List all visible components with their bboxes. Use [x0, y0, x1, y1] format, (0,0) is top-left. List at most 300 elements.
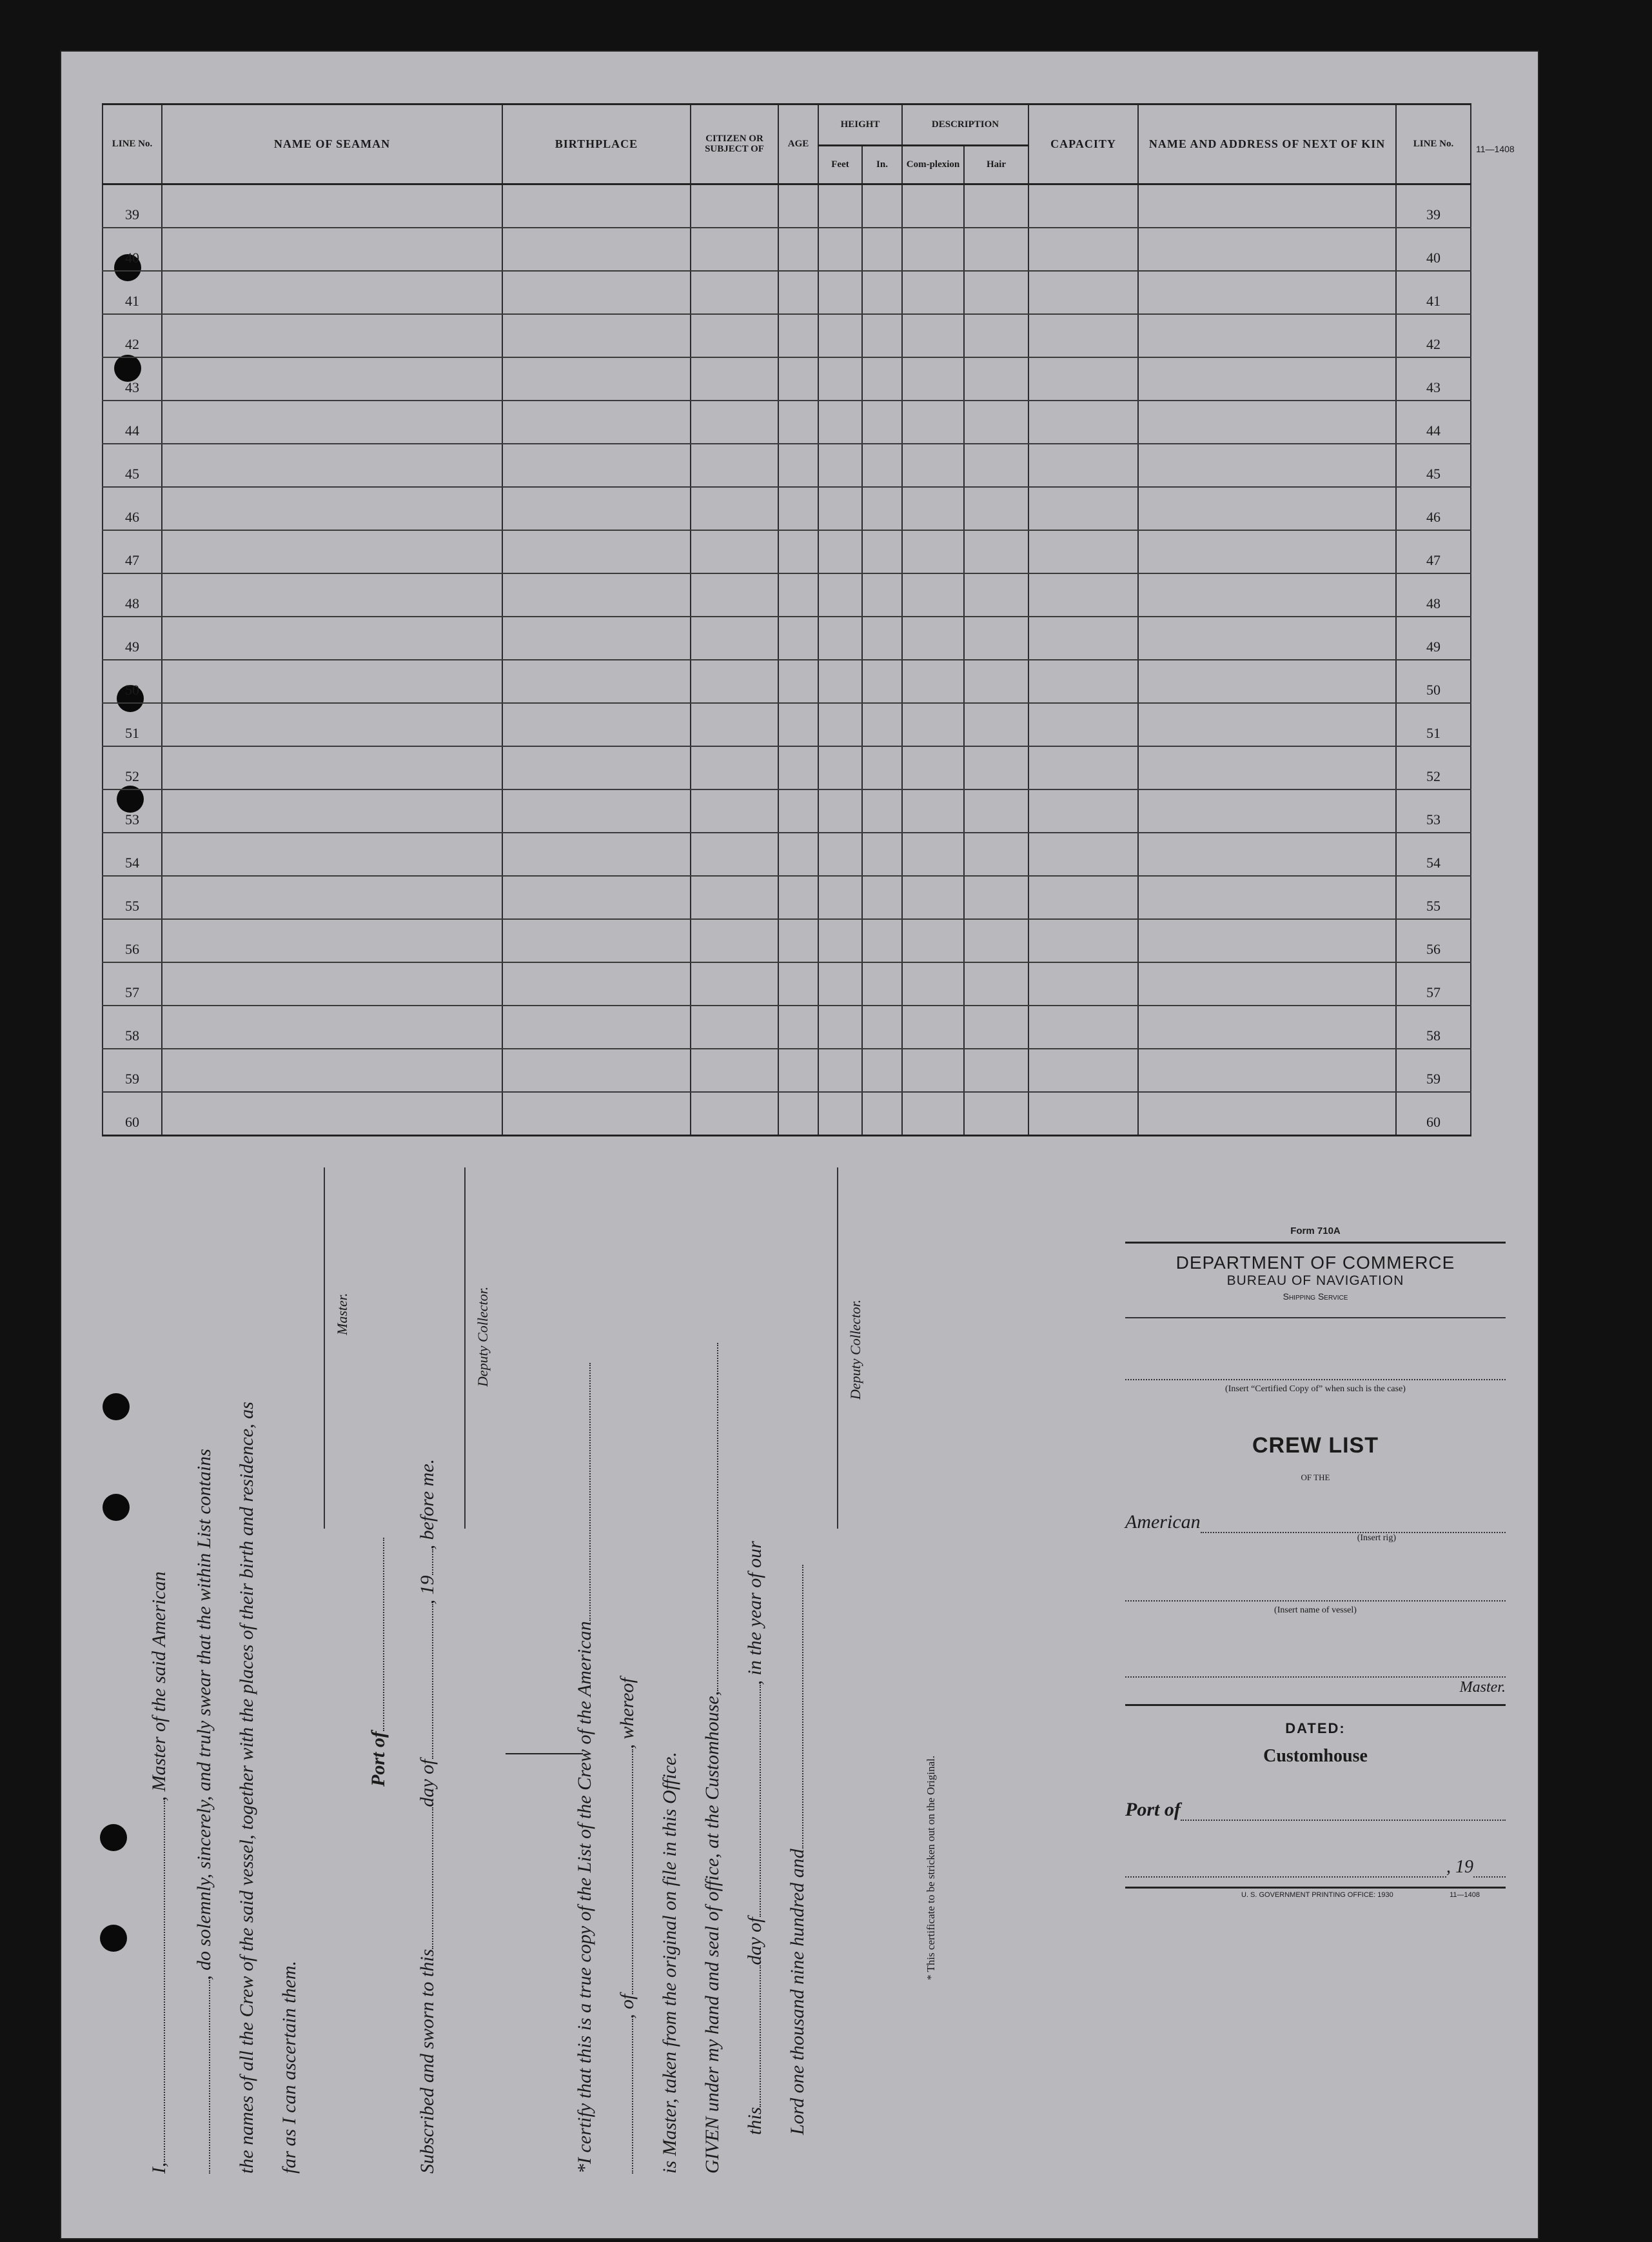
table-cell [818, 789, 862, 833]
line-number: 42 [103, 314, 162, 357]
line-number: 47 [103, 530, 162, 573]
table-cell [1028, 962, 1138, 1006]
table-cell [162, 487, 502, 530]
table-cell [691, 789, 778, 833]
table-cell [862, 746, 902, 789]
header-height: HEIGHT [818, 104, 902, 146]
table-cell [691, 833, 778, 876]
cover-service: Shipping Service [1283, 1291, 1348, 1302]
table-cell [502, 357, 691, 401]
table-cell [1138, 1092, 1396, 1136]
table-cell [818, 401, 862, 444]
table-row [103, 876, 1471, 919]
table-cell [1138, 746, 1396, 789]
table-row [103, 228, 1471, 271]
table-cell [1028, 746, 1138, 789]
table-cell [1138, 487, 1396, 530]
header-description: DESCRIPTION [902, 104, 1028, 146]
table-cell [964, 228, 1028, 271]
table-cell [778, 314, 818, 357]
table-cell [778, 271, 818, 314]
table-cell [162, 919, 502, 962]
table-cell [691, 573, 778, 617]
table-cell [1028, 1092, 1138, 1136]
table-cell [902, 228, 964, 271]
table-cell [1138, 271, 1396, 314]
table-cell [1028, 703, 1138, 746]
table-cell [1138, 530, 1396, 573]
line-number: 45 [103, 444, 162, 487]
table-cell [778, 228, 818, 271]
cover-customhouse: Customhouse [1263, 1746, 1368, 1766]
line-number-right: 47 [1396, 530, 1471, 573]
cover-footer [1125, 1891, 1506, 1899]
oath-port-of-label: Port of [368, 1731, 389, 1787]
table-row [103, 703, 1471, 746]
line-number: 43 [103, 357, 162, 401]
table-cell [862, 617, 902, 660]
header-line-no-right: LINE No. [1396, 104, 1471, 184]
table-cell [902, 184, 964, 228]
line-number-right: 48 [1396, 573, 1471, 617]
table-cell [964, 1006, 1028, 1049]
table-cell [1028, 660, 1138, 703]
table-cell [1028, 314, 1138, 357]
table-row [103, 746, 1471, 789]
table-cell [964, 703, 1028, 746]
table-cell [818, 184, 862, 228]
table-cell [964, 617, 1028, 660]
table-cell [964, 184, 1028, 228]
line-number: 58 [103, 1006, 162, 1049]
table-cell [778, 1092, 818, 1136]
cover-rule-3 [1125, 1704, 1506, 1706]
table-row [103, 1092, 1471, 1136]
table-cell [778, 1049, 818, 1092]
table-cell [1138, 660, 1396, 703]
line-number: 40 [103, 228, 162, 271]
oath-certificate-block [110, 1167, 1012, 2174]
line-number: 57 [103, 962, 162, 1006]
table-cell [818, 1092, 862, 1136]
table-cell [1138, 919, 1396, 962]
cover-port-of: Port of [1125, 1799, 1181, 1820]
certificate-lord: Lord one thousand nine hundred and [787, 1849, 808, 2135]
table-cell [778, 660, 818, 703]
table-cell [691, 271, 778, 314]
table-cell [818, 1049, 862, 1092]
table-cell [502, 833, 691, 876]
table-cell [964, 746, 1028, 789]
header-hair: Hair [964, 146, 1028, 184]
cover-certified-line [1125, 1379, 1506, 1380]
table-cell [862, 271, 902, 314]
table-cell [162, 357, 502, 401]
line-number-right: 56 [1396, 919, 1471, 962]
table-cell [691, 1049, 778, 1092]
line-number: 54 [103, 833, 162, 876]
table-cell [862, 1092, 902, 1136]
table-cell [502, 487, 691, 530]
table-cell [1028, 789, 1138, 833]
table-cell [964, 357, 1028, 401]
line-number-right: 45 [1396, 444, 1471, 487]
table-cell [818, 919, 862, 962]
table-row [103, 833, 1471, 876]
table-cell [778, 401, 818, 444]
table-row [103, 617, 1471, 660]
line-number-right: 57 [1396, 962, 1471, 1006]
table-cell [502, 314, 691, 357]
table-cell [1138, 1006, 1396, 1049]
table-cell [162, 617, 502, 660]
table-cell [964, 530, 1028, 573]
header-age: AGE [778, 104, 818, 184]
table-cell [902, 487, 964, 530]
table-row [103, 444, 1471, 487]
table-cell [818, 228, 862, 271]
table-cell [862, 530, 902, 573]
table-cell [964, 660, 1028, 703]
table-cell [502, 1092, 691, 1136]
certificate-in-the-year: , in the year of our [744, 1541, 765, 1685]
crew-table [102, 103, 1471, 1136]
table-cell [862, 228, 902, 271]
table-cell [691, 962, 778, 1006]
table-cell [818, 617, 862, 660]
table-cell [902, 660, 964, 703]
line-number-right: 46 [1396, 487, 1471, 530]
table-cell [1028, 487, 1138, 530]
table-row [103, 530, 1471, 573]
table-cell [902, 789, 964, 833]
line-number-right: 42 [1396, 314, 1471, 357]
table-cell [1138, 573, 1396, 617]
table-cell [964, 876, 1028, 919]
form-code-top: 11—1408 [1476, 144, 1515, 154]
table-cell [862, 444, 902, 487]
table-cell [964, 573, 1028, 617]
header-name-of-seaman: NAME OF SEAMAN [162, 104, 502, 184]
cover-rule-2 [1125, 1317, 1506, 1318]
table-cell [818, 357, 862, 401]
certificate-given-text: GIVEN under my hand and seal of office, at the Customhouse, [702, 1691, 723, 2174]
certificate-this: this [744, 2107, 765, 2135]
table-cell [964, 487, 1028, 530]
cover-department: DEPARTMENT OF COMMERCE [1175, 1253, 1455, 1273]
header-line-no: LINE No. [103, 104, 162, 184]
table-cell [902, 617, 964, 660]
table-cell [1138, 1049, 1396, 1092]
table-cell [1138, 184, 1396, 228]
table-cell [902, 833, 964, 876]
line-number-right: 55 [1396, 876, 1471, 919]
table-cell [502, 746, 691, 789]
table-cell [162, 444, 502, 487]
table-cell [964, 444, 1028, 487]
cover-insert-vessel: (Insert name of vessel) [1274, 1605, 1357, 1615]
oath-port-of [368, 1538, 389, 1787]
table-cell [902, 962, 964, 1006]
line-number-right: 44 [1396, 401, 1471, 444]
table-cell [691, 1006, 778, 1049]
table-cell [862, 703, 902, 746]
header-complexion: Com-plexion [902, 146, 964, 184]
table-cell [902, 401, 964, 444]
table-cell [818, 487, 862, 530]
table-cell [162, 530, 502, 573]
oath-line-1 [148, 1571, 170, 2174]
table-cell [778, 746, 818, 789]
table-cell [502, 530, 691, 573]
table-cell [162, 703, 502, 746]
deputy-signature-line-1 [463, 1167, 466, 1529]
line-number-right: 43 [1396, 357, 1471, 401]
table-cell [902, 746, 964, 789]
table-cell [1138, 357, 1396, 401]
table-cell [1028, 444, 1138, 487]
header-feet: Feet [818, 146, 862, 184]
header-next-of-kin: NAME AND ADDRESS OF NEXT OF KIN [1138, 104, 1396, 184]
table-cell [778, 184, 818, 228]
line-number-right: 39 [1396, 184, 1471, 228]
cover-american-line [1125, 1511, 1506, 1533]
table-cell [691, 1092, 778, 1136]
deputy-collector-label-1: Deputy Collector. [475, 1286, 491, 1387]
header-birthplace: BIRTHPLACE [502, 104, 691, 184]
table-cell [778, 876, 818, 919]
table-cell [1028, 357, 1138, 401]
cover-master: Master. [1459, 1679, 1506, 1696]
table-cell [902, 1049, 964, 1092]
table-cell [1028, 401, 1138, 444]
line-number: 44 [103, 401, 162, 444]
line-number: 48 [103, 573, 162, 617]
line-number: 46 [103, 487, 162, 530]
cover-printer: U. S. GOVERNMENT PRINTING OFFICE: 1930 [1241, 1891, 1393, 1899]
table-cell [691, 703, 778, 746]
table-cell [1028, 1049, 1138, 1092]
table-row [103, 573, 1471, 617]
table-cell [862, 789, 902, 833]
table-cell [902, 919, 964, 962]
cover-rule-bottom [1125, 1887, 1506, 1889]
table-cell [691, 919, 778, 962]
table-cell [162, 314, 502, 357]
table-cell [162, 660, 502, 703]
line-number: 52 [103, 746, 162, 789]
table-cell [902, 1092, 964, 1136]
table-row [103, 487, 1471, 530]
table-cell [502, 962, 691, 1006]
table-cell [1138, 314, 1396, 357]
deputy-collector-label-2: Deputy Collector. [847, 1299, 863, 1400]
table-cell [691, 746, 778, 789]
table-cell [862, 1006, 902, 1049]
cover-panel [1125, 1225, 1506, 1899]
table-cell [818, 314, 862, 357]
table-cell [818, 530, 862, 573]
table-row [103, 789, 1471, 833]
table-cell [162, 271, 502, 314]
table-cell [818, 703, 862, 746]
certificate-lord-line [787, 1565, 809, 2174]
oath-line-2 [193, 1449, 215, 2174]
table-cell [1138, 962, 1396, 1006]
table-cell [862, 487, 902, 530]
table-cell [162, 228, 502, 271]
table-row [103, 357, 1471, 401]
table-cell [964, 1049, 1028, 1092]
table-row [103, 271, 1471, 314]
table-cell [818, 444, 862, 487]
table-row [103, 401, 1471, 444]
table-cell [862, 573, 902, 617]
cover-vessel-line [1125, 1600, 1506, 1602]
line-number: 39 [103, 184, 162, 228]
certificate-day-of: day of [744, 1917, 765, 1965]
table-cell [502, 401, 691, 444]
table-cell [1028, 530, 1138, 573]
table-cell [691, 184, 778, 228]
line-number-right: 50 [1396, 660, 1471, 703]
table-cell [1028, 617, 1138, 660]
table-cell [691, 401, 778, 444]
table-cell [162, 962, 502, 1006]
table-cell [162, 746, 502, 789]
table-cell [778, 833, 818, 876]
table-cell [778, 962, 818, 1006]
table-cell [162, 1092, 502, 1136]
crew-table-body [103, 184, 1471, 1136]
table-cell [902, 444, 964, 487]
subscribed-year: , 19 [417, 1575, 438, 1605]
table-cell [778, 617, 818, 660]
subscribed-line [417, 1459, 438, 2174]
line-number: 60 [103, 1092, 162, 1136]
table-cell [778, 357, 818, 401]
table-cell [502, 444, 691, 487]
line-number-right: 54 [1396, 833, 1471, 876]
table-cell [818, 746, 862, 789]
line-number: 56 [103, 919, 162, 962]
cover-port-line [1125, 1799, 1506, 1821]
table-cell [1028, 228, 1138, 271]
cover-form-number: Form 710A [1290, 1225, 1341, 1236]
table-cell [162, 401, 502, 444]
table-cell [818, 660, 862, 703]
cover-american: American [1125, 1511, 1201, 1533]
table-cell [502, 1006, 691, 1049]
table-cell [778, 919, 818, 962]
deputy-signature-line-2 [836, 1167, 838, 1529]
table-cell [691, 660, 778, 703]
table-cell [162, 1049, 502, 1092]
table-cell [1028, 919, 1138, 962]
table-cell [162, 184, 502, 228]
table-row [103, 1049, 1471, 1092]
table-cell [502, 271, 691, 314]
table-cell [162, 876, 502, 919]
line-number-right: 41 [1396, 271, 1471, 314]
table-cell [1138, 703, 1396, 746]
table-cell [502, 919, 691, 962]
table-cell [162, 573, 502, 617]
table-cell [778, 530, 818, 573]
cover-year: , 19 [1446, 1857, 1473, 1877]
table-cell [862, 184, 902, 228]
table-cell [862, 357, 902, 401]
table-cell [691, 617, 778, 660]
line-number: 55 [103, 876, 162, 919]
subscribed-before-me: , before me. [417, 1458, 438, 1550]
line-number-right: 40 [1396, 228, 1471, 271]
line-number-right: 51 [1396, 703, 1471, 746]
cover-insert-certified: (Insert “Certified Copy of” when such is the case) [1225, 1384, 1406, 1394]
cover-dated: DATED: [1285, 1720, 1346, 1736]
table-cell [1028, 1006, 1138, 1049]
table-cell [162, 833, 502, 876]
table-row [103, 184, 1471, 228]
table-row [103, 660, 1471, 703]
line-number-right: 59 [1396, 1049, 1471, 1092]
table-cell [502, 876, 691, 919]
oath-line-1-suffix: , Master of the said American [148, 1571, 170, 1801]
line-number-right: 52 [1396, 746, 1471, 789]
table-cell [778, 789, 818, 833]
table-cell [162, 789, 502, 833]
certificate-this-line [744, 1541, 766, 2174]
table-row [103, 962, 1471, 1006]
table-cell [778, 487, 818, 530]
oath-line-3: the names of all the Crew of the said vessel, together with the places of their birth and residence, as [236, 1402, 257, 2174]
oath-line-4: far as I can ascertain them. [279, 1961, 300, 2174]
table-cell [1138, 617, 1396, 660]
line-number-right: 49 [1396, 617, 1471, 660]
oath-line-1-prefix: I, [148, 2162, 170, 2174]
table-cell [862, 962, 902, 1006]
cover-of-the: OF THE [1301, 1473, 1330, 1482]
table-cell [502, 703, 691, 746]
table-cell [902, 314, 964, 357]
table-cell [502, 660, 691, 703]
table-cell [902, 357, 964, 401]
table-cell [502, 184, 691, 228]
certificate-footnote: * This certificate to be stricken out on the Original. [925, 1755, 937, 1980]
table-cell [162, 1006, 502, 1049]
table-cell [964, 401, 1028, 444]
table-cell [862, 1049, 902, 1092]
table-cell [1138, 789, 1396, 833]
cover-form-code: 11—1408 [1450, 1891, 1480, 1899]
table-cell [862, 876, 902, 919]
line-number: 41 [103, 271, 162, 314]
table-cell [691, 444, 778, 487]
cover-title: CREW LIST [1252, 1433, 1379, 1458]
cover-rule-top [1125, 1242, 1506, 1244]
line-number: 53 [103, 789, 162, 833]
line-number: 59 [103, 1049, 162, 1092]
table-cell [691, 530, 778, 573]
certificate-of: , of [616, 1994, 638, 2019]
table-cell [818, 271, 862, 314]
certificate-line-3: is Master, taken from the original on file in this Office. [659, 1752, 680, 2174]
table-cell [1028, 573, 1138, 617]
table-cell [964, 1092, 1028, 1136]
subscribed-day-of: day of [417, 1759, 438, 1807]
table-cell [818, 573, 862, 617]
table-cell [862, 660, 902, 703]
